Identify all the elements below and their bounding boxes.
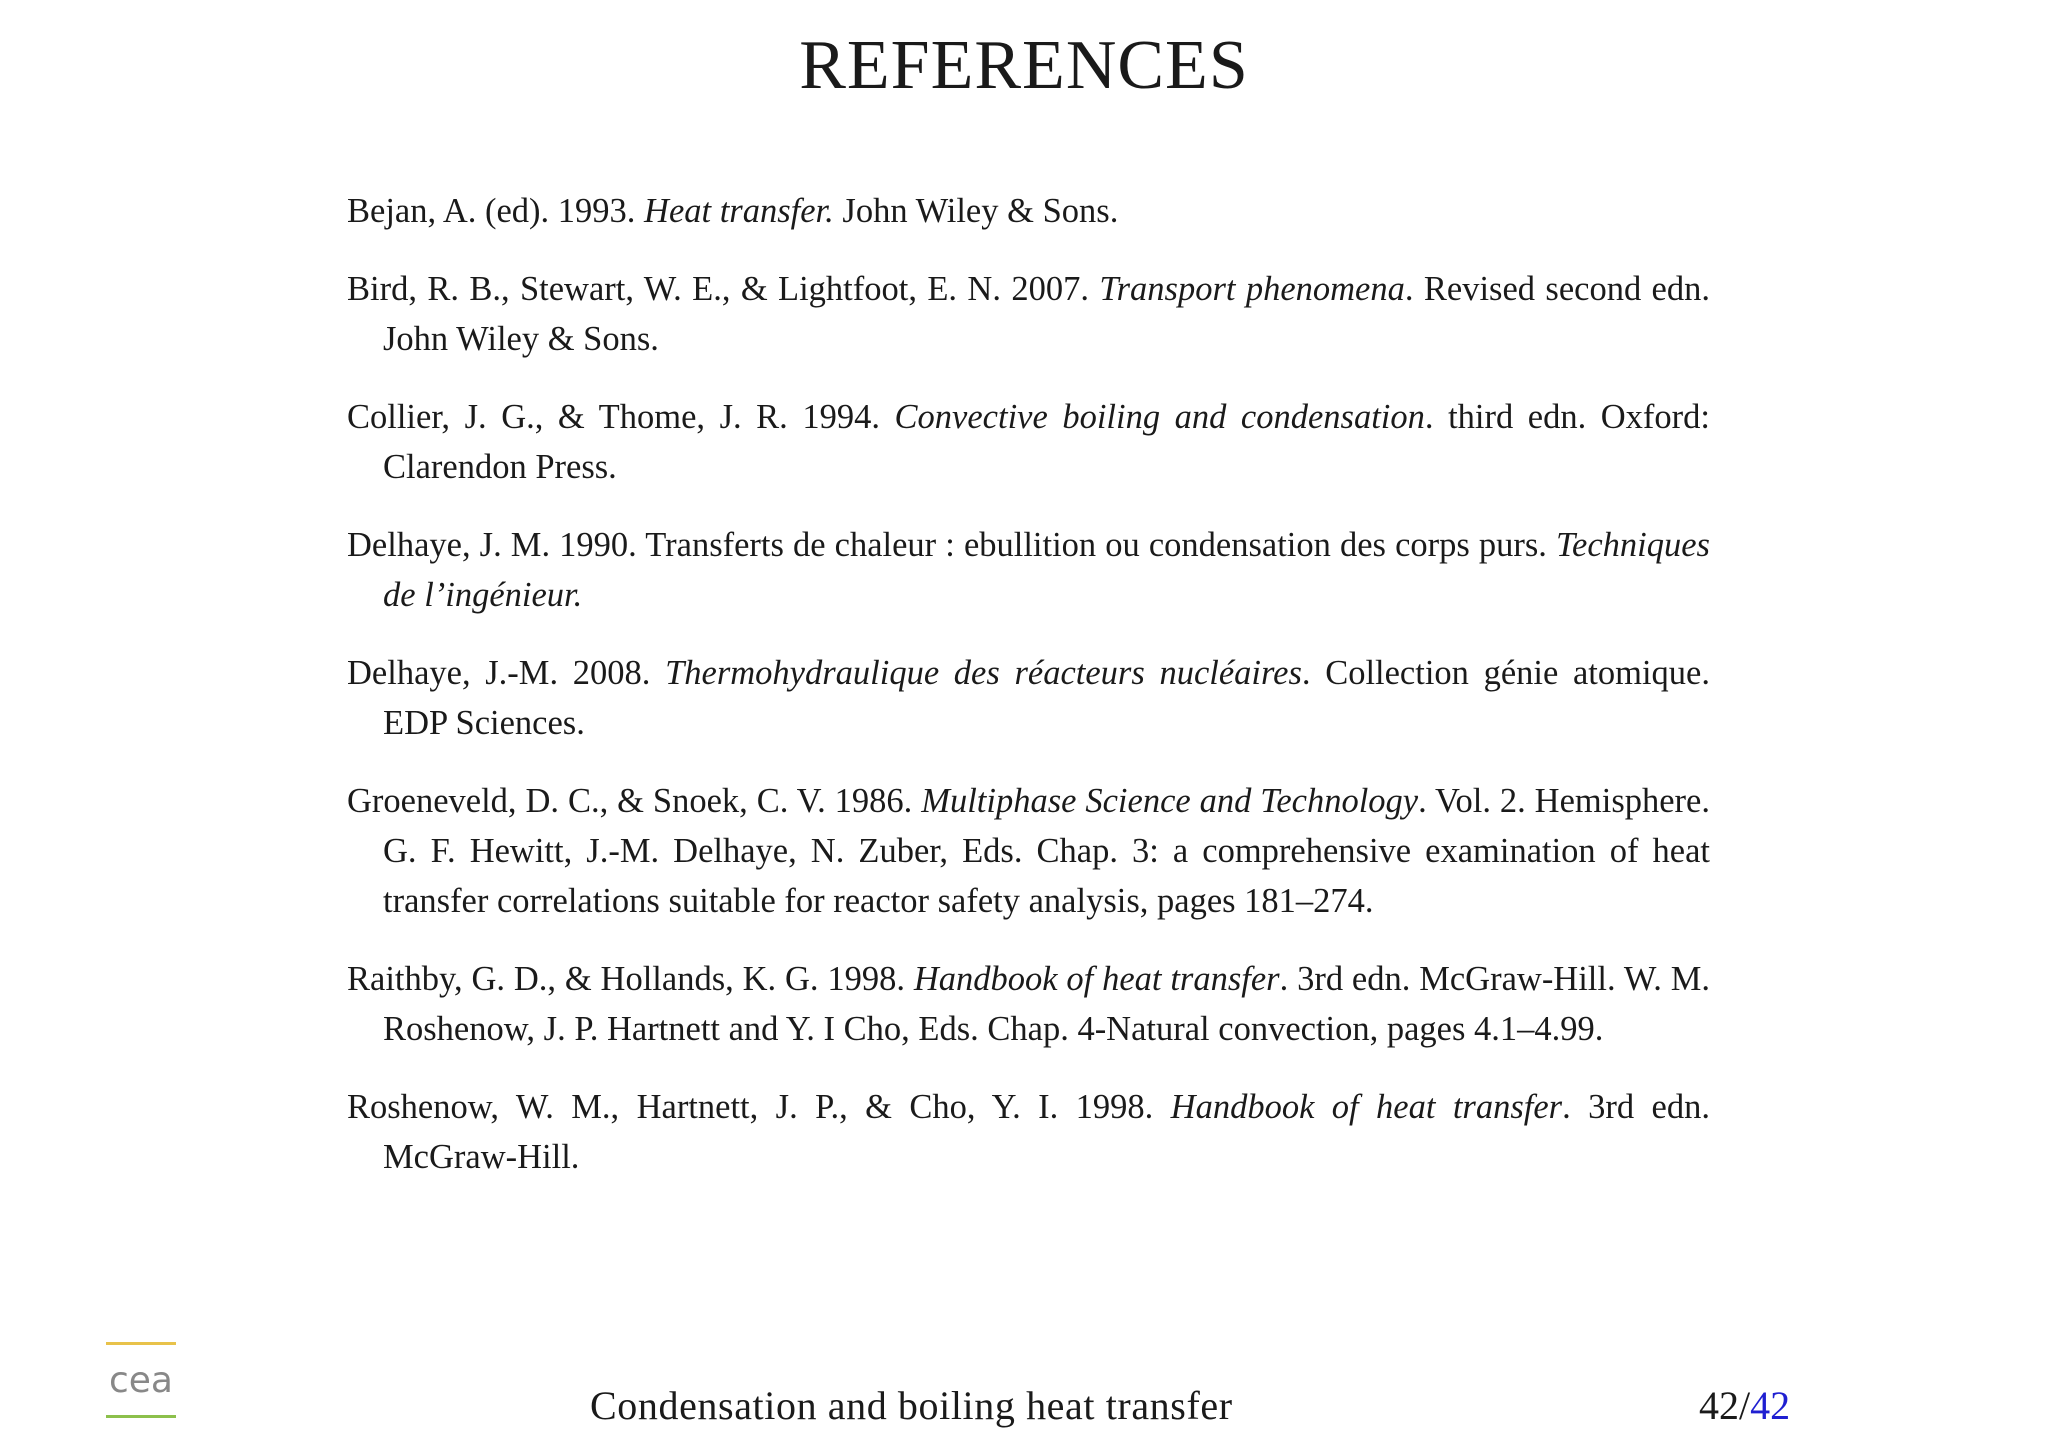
reference-item bbox=[347, 954, 1710, 1054]
reference-item bbox=[347, 392, 1710, 492]
reference-text: . Revised second edn. John Wiley & Sons. bbox=[383, 270, 1710, 358]
reference-title: Techniques de l’ingénieur. bbox=[383, 526, 1710, 614]
reference-text: Delhaye, J. M. 1990. Transferts de chaleur : ebullition ou condensation des corps purs. bbox=[347, 526, 1557, 564]
page-number bbox=[1699, 1380, 1790, 1432]
reference-title: Transport phenomena bbox=[1099, 270, 1405, 308]
reference-title: Multiphase Science and Technology bbox=[921, 782, 1419, 820]
reference-text: Raithby, G. D., & Hollands, K. G. 1998. bbox=[347, 960, 914, 998]
reference-item bbox=[347, 648, 1710, 748]
cea-logo-icon bbox=[106, 1342, 176, 1418]
reference-title: Convective boiling and condensation bbox=[894, 398, 1425, 436]
reference-item bbox=[347, 520, 1710, 620]
reference-title: Handbook of heat transfer bbox=[913, 960, 1280, 998]
reference-text: Delhaye, J.-M. 2008. bbox=[347, 654, 666, 692]
reference-title: Thermohydraulique des réacteurs nucléaires bbox=[665, 654, 1302, 692]
reference-text: . Vol. 2. Hemisphere. G. F. Hewitt, J.-M. Delhaye, N. Zuber, Eds. Chap. 3: a comprehensive examination of heat transfer correlations suitable for reactor safety analysis, pages 181–274. bbox=[383, 782, 1710, 920]
reference-list bbox=[347, 186, 1710, 1210]
reference-title: Handbook of heat transfer bbox=[1170, 1088, 1563, 1126]
reference-text: John Wiley & Sons. bbox=[833, 192, 1119, 230]
reference-item bbox=[347, 1082, 1710, 1182]
reference-item bbox=[347, 186, 1710, 236]
reference-text: Bejan, A. (ed). 1993. bbox=[347, 192, 645, 230]
footer-title: Condensation and boiling heat transfer bbox=[590, 1383, 1233, 1428]
reference-title: Heat transfer. bbox=[644, 192, 834, 230]
reference-text: Bird, R. B., Stewart, W. E., & Lightfoot, E. N. 2007. bbox=[347, 270, 1100, 308]
reference-text: Collier, J. G., & Thome, J. R. 1994. bbox=[347, 398, 895, 436]
reference-item bbox=[347, 776, 1710, 926]
reference-text: . Collection génie atomique. EDP Sciences. bbox=[383, 654, 1710, 742]
reference-text: . 3rd edn. McGraw-Hill. bbox=[383, 1088, 1710, 1176]
reference-text: . 3rd edn. McGraw-Hill. W. M. Roshenow, J. P. Hartnett and Y. I Cho, Eds. Chap. 4-Natural convection, pages 4.1–4.99. bbox=[383, 960, 1710, 1048]
reference-text: Roshenow, W. M., Hartnett, J. P., & Cho, Y. I. 1998. bbox=[347, 1088, 1171, 1126]
page-title: REFERENCES bbox=[799, 27, 1249, 104]
logo-text: cea bbox=[108, 1360, 174, 1401]
page-current: 42 bbox=[1699, 1383, 1739, 1428]
reference-text: . third edn. Oxford: Clarendon Press. bbox=[383, 398, 1710, 486]
reference-text: Groeneveld, D. C., & Snoek, C. V. 1986. bbox=[347, 782, 922, 820]
page-separator: / bbox=[1739, 1383, 1751, 1428]
page-total-link[interactable]: 42 bbox=[1750, 1383, 1791, 1428]
reference-item bbox=[347, 264, 1710, 364]
